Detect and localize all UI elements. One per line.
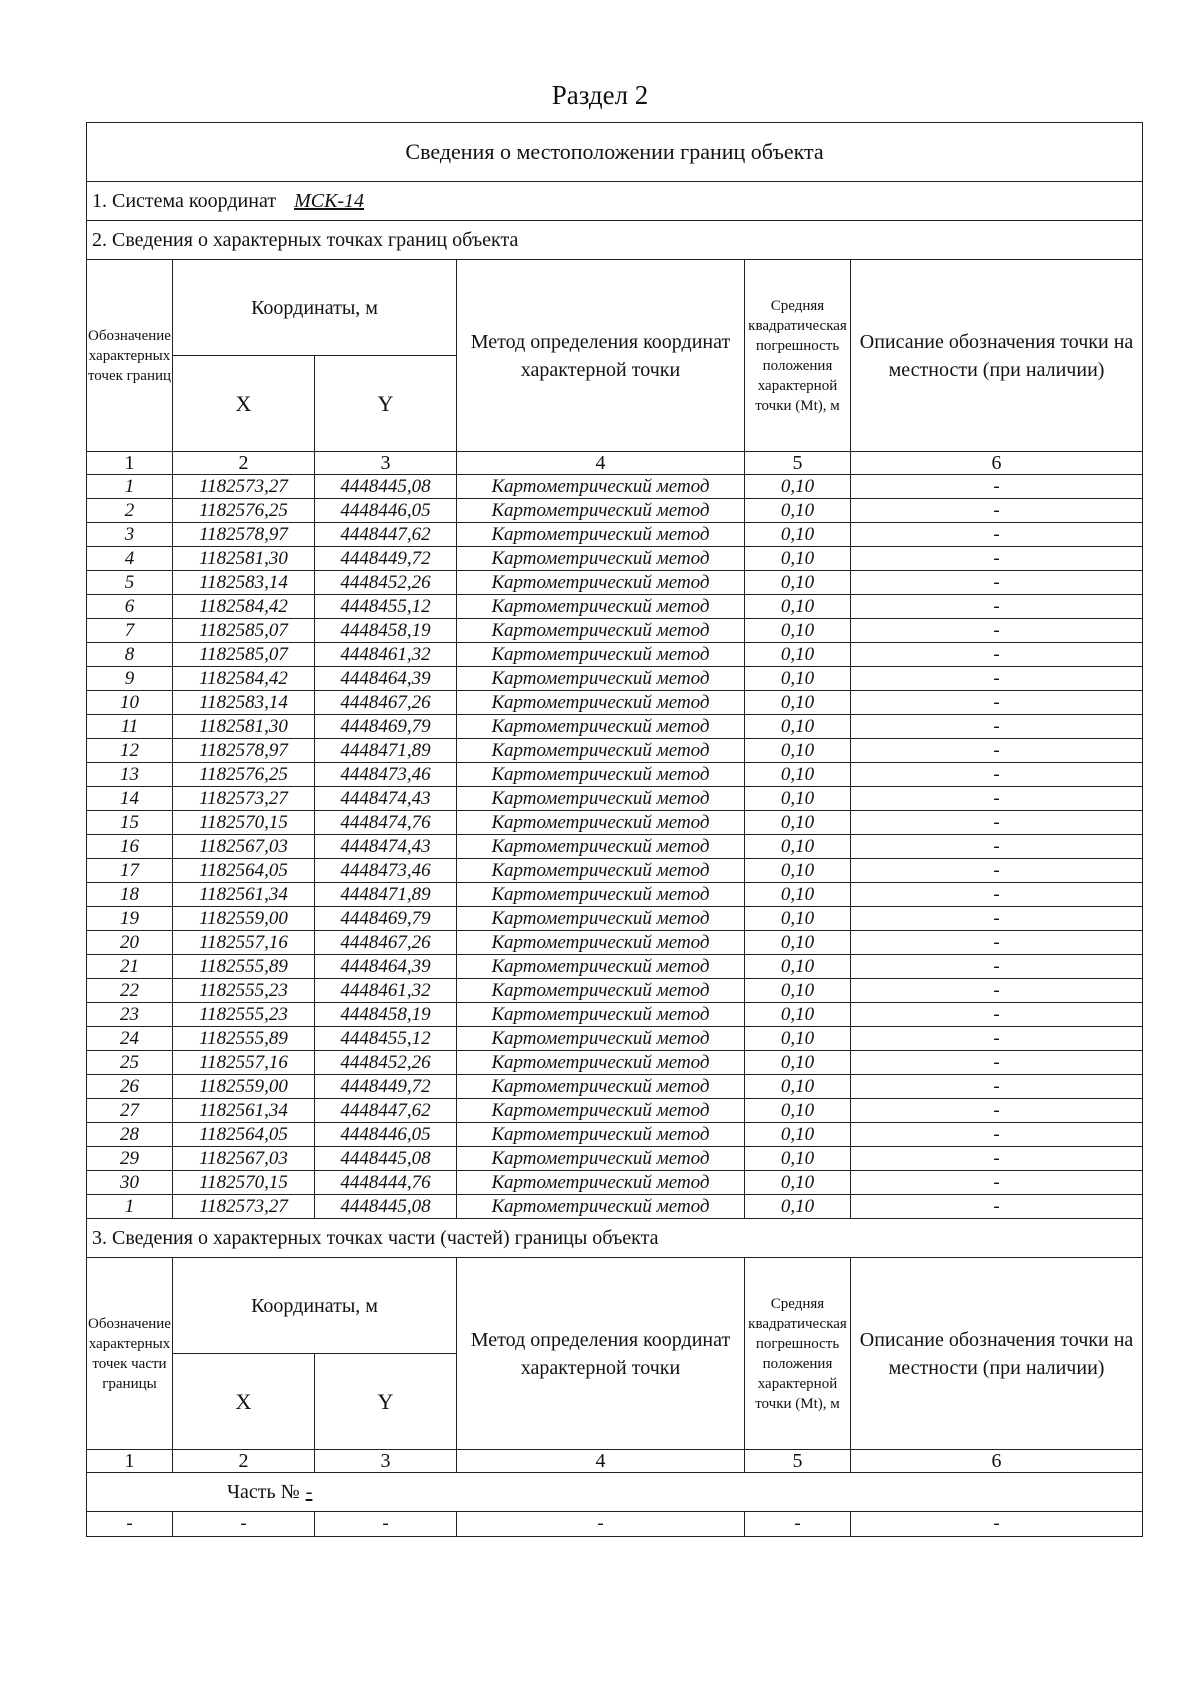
point-description: - bbox=[851, 835, 1143, 859]
point-number: 24 bbox=[87, 1027, 173, 1051]
point-mt: 0,10 bbox=[745, 979, 851, 1003]
point-x: 1182573,27 bbox=[173, 1195, 315, 1219]
point-description: - bbox=[851, 955, 1143, 979]
table-row bbox=[87, 1075, 1143, 1099]
point-x: 1182584,42 bbox=[173, 595, 315, 619]
point-description: - bbox=[851, 595, 1143, 619]
table-row bbox=[87, 835, 1143, 859]
point-x: 1182573,27 bbox=[173, 787, 315, 811]
point-y: 4448471,89 bbox=[315, 883, 457, 907]
point-y: 4448446,05 bbox=[315, 1123, 457, 1147]
point-mt: 0,10 bbox=[745, 1195, 851, 1219]
point-description: - bbox=[851, 1003, 1143, 1027]
point-y: 4448444,76 bbox=[315, 1171, 457, 1195]
point-x: 1182583,14 bbox=[173, 691, 315, 715]
point-number: 13 bbox=[87, 763, 173, 787]
point-number: 3 bbox=[87, 523, 173, 547]
point-number: 1 bbox=[87, 475, 173, 499]
table-row bbox=[87, 595, 1143, 619]
table-row bbox=[87, 763, 1143, 787]
point-mt: 0,10 bbox=[745, 1075, 851, 1099]
header-y: Y bbox=[315, 1354, 457, 1450]
point-mt: 0,10 bbox=[745, 643, 851, 667]
point-y: 4448445,08 bbox=[315, 1195, 457, 1219]
column-number: 5 bbox=[745, 452, 851, 475]
column-number: 2 bbox=[173, 1450, 315, 1473]
table-row bbox=[87, 667, 1143, 691]
header-description: Описание обозначения точки на местности (при наличии) bbox=[851, 1258, 1143, 1450]
point-method: Картометрический метод bbox=[457, 763, 745, 787]
point-description: - bbox=[851, 1051, 1143, 1075]
point-method: Картометрический метод bbox=[457, 499, 745, 523]
header-designation: Обозначение характерных точек границ bbox=[87, 260, 173, 452]
point-description: - bbox=[851, 475, 1143, 499]
point-mt: 0,10 bbox=[745, 475, 851, 499]
point-x: 1182555,23 bbox=[173, 1003, 315, 1027]
point-description: - bbox=[851, 931, 1143, 955]
point-mt: 0,10 bbox=[745, 691, 851, 715]
coord-system-row bbox=[87, 182, 1143, 221]
table-row bbox=[87, 1195, 1143, 1219]
point-number: 30 bbox=[87, 1171, 173, 1195]
point-method: Картометрический метод bbox=[457, 1099, 745, 1123]
point-y: 4448469,79 bbox=[315, 715, 457, 739]
point-mt: 0,10 bbox=[745, 1123, 851, 1147]
point-x: 1182567,03 bbox=[173, 835, 315, 859]
point-number: 5 bbox=[87, 571, 173, 595]
point-method: Картометрический метод bbox=[457, 667, 745, 691]
point-method: Картометрический метод bbox=[457, 1075, 745, 1099]
part-cell: - bbox=[851, 1512, 1143, 1537]
point-x: 1182559,00 bbox=[173, 1075, 315, 1099]
point-mt: 0,10 bbox=[745, 787, 851, 811]
point-method: Картометрический метод bbox=[457, 739, 745, 763]
coord-system-label: 1. Система координат bbox=[92, 189, 277, 212]
boundary-table bbox=[86, 122, 1143, 1537]
point-y: 4448458,19 bbox=[315, 1003, 457, 1027]
point-y: 4448452,26 bbox=[315, 571, 457, 595]
column-numbers-row bbox=[87, 452, 1143, 475]
table-row bbox=[87, 691, 1143, 715]
point-method: Картометрический метод bbox=[457, 547, 745, 571]
point-method: Картометрический метод bbox=[457, 787, 745, 811]
point-x: 1182584,42 bbox=[173, 667, 315, 691]
point-number: 23 bbox=[87, 1003, 173, 1027]
point-x: 1182578,97 bbox=[173, 523, 315, 547]
point-y: 4448455,12 bbox=[315, 595, 457, 619]
point-number: 22 bbox=[87, 979, 173, 1003]
table-row bbox=[87, 883, 1143, 907]
point-y: 4448449,72 bbox=[315, 547, 457, 571]
point-method: Картометрический метод bbox=[457, 715, 745, 739]
point-number: 25 bbox=[87, 1051, 173, 1075]
header-x: X bbox=[173, 356, 315, 452]
point-method: Картометрический метод bbox=[457, 955, 745, 979]
point-number: 7 bbox=[87, 619, 173, 643]
point-x: 1182581,30 bbox=[173, 547, 315, 571]
point-description: - bbox=[851, 1099, 1143, 1123]
header-designation-part: Обозначение характерных точек части границы bbox=[87, 1258, 173, 1450]
point-x: 1182576,25 bbox=[173, 763, 315, 787]
point-mt: 0,10 bbox=[745, 523, 851, 547]
point-y: 4448473,46 bbox=[315, 859, 457, 883]
point-description: - bbox=[851, 1171, 1143, 1195]
point-method: Картометрический метод bbox=[457, 1195, 745, 1219]
point-method: Картометрический метод bbox=[457, 643, 745, 667]
point-mt: 0,10 bbox=[745, 931, 851, 955]
table-row bbox=[87, 1027, 1143, 1051]
point-y: 4448469,79 bbox=[315, 907, 457, 931]
point-method: Картометрический метод bbox=[457, 523, 745, 547]
table-row bbox=[87, 1051, 1143, 1075]
point-description: - bbox=[851, 547, 1143, 571]
point-x: 1182585,07 bbox=[173, 619, 315, 643]
point-mt: 0,10 bbox=[745, 595, 851, 619]
point-method: Картометрический метод bbox=[457, 595, 745, 619]
point-number: 21 bbox=[87, 955, 173, 979]
header-error: Средняя квадратическая погрешность положения характерной точки (Mt), м bbox=[745, 260, 851, 452]
point-description: - bbox=[851, 859, 1143, 883]
point-y: 4448449,72 bbox=[315, 1075, 457, 1099]
point-mt: 0,10 bbox=[745, 955, 851, 979]
point-method: Картометрический метод bbox=[457, 1027, 745, 1051]
point-y: 4448445,08 bbox=[315, 475, 457, 499]
point-y: 4448467,26 bbox=[315, 691, 457, 715]
table-row bbox=[87, 499, 1143, 523]
point-mt: 0,10 bbox=[745, 667, 851, 691]
point-method: Картометрический метод bbox=[457, 835, 745, 859]
point-number: 29 bbox=[87, 1147, 173, 1171]
header-x: X bbox=[173, 1354, 315, 1450]
point-description: - bbox=[851, 643, 1143, 667]
point-number: 10 bbox=[87, 691, 173, 715]
point-x: 1182570,15 bbox=[173, 811, 315, 835]
point-y: 4448447,62 bbox=[315, 1099, 457, 1123]
column-number: 4 bbox=[457, 452, 745, 475]
point-y: 4448467,26 bbox=[315, 931, 457, 955]
point-number: 8 bbox=[87, 643, 173, 667]
point-description: - bbox=[851, 1147, 1143, 1171]
column-number: 5 bbox=[745, 1450, 851, 1473]
point-y: 4448458,19 bbox=[315, 619, 457, 643]
column-number: 6 bbox=[851, 1450, 1143, 1473]
point-x: 1182576,25 bbox=[173, 499, 315, 523]
point-method: Картометрический метод bbox=[457, 475, 745, 499]
point-method: Картометрический метод bbox=[457, 931, 745, 955]
point-y: 4448474,43 bbox=[315, 835, 457, 859]
point-number: 17 bbox=[87, 859, 173, 883]
point-description: - bbox=[851, 787, 1143, 811]
point-method: Картометрический метод bbox=[457, 1051, 745, 1075]
point-description: - bbox=[851, 1195, 1143, 1219]
point-description: - bbox=[851, 1123, 1143, 1147]
parts-section-title: 3. Сведения о характерных точках части (частей) границы объекта bbox=[87, 1219, 1143, 1258]
point-description: - bbox=[851, 691, 1143, 715]
point-x: 1182561,34 bbox=[173, 883, 315, 907]
point-y: 4448445,08 bbox=[315, 1147, 457, 1171]
point-number: 19 bbox=[87, 907, 173, 931]
point-number: 2 bbox=[87, 499, 173, 523]
point-y: 4448461,32 bbox=[315, 979, 457, 1003]
point-method: Картометрический метод bbox=[457, 883, 745, 907]
points-body bbox=[87, 475, 1143, 1219]
header-error: Средняя квадратическая погрешность положения характерной точки (Mt), м bbox=[745, 1258, 851, 1450]
header-method: Метод определения координат характерной точки bbox=[457, 260, 745, 452]
point-mt: 0,10 bbox=[745, 1003, 851, 1027]
part-cell: - bbox=[315, 1512, 457, 1537]
point-method: Картометрический метод bbox=[457, 691, 745, 715]
column-number: 2 bbox=[173, 452, 315, 475]
point-x: 1182557,16 bbox=[173, 931, 315, 955]
point-number: 20 bbox=[87, 931, 173, 955]
point-y: 4448461,32 bbox=[315, 643, 457, 667]
part-cell: - bbox=[457, 1512, 745, 1537]
point-description: - bbox=[851, 883, 1143, 907]
point-mt: 0,10 bbox=[745, 619, 851, 643]
point-mt: 0,10 bbox=[745, 715, 851, 739]
table-row bbox=[87, 931, 1143, 955]
column-number: 6 bbox=[851, 452, 1143, 475]
point-number: 14 bbox=[87, 787, 173, 811]
column-number: 3 bbox=[315, 1450, 457, 1473]
point-method: Картометрический метод bbox=[457, 619, 745, 643]
table-row bbox=[87, 811, 1143, 835]
point-y: 4448474,43 bbox=[315, 787, 457, 811]
point-x: 1182555,89 bbox=[173, 1027, 315, 1051]
part-row bbox=[87, 1473, 1143, 1512]
part-cell: - bbox=[87, 1512, 173, 1537]
header-y: Y bbox=[315, 356, 457, 452]
point-x: 1182583,14 bbox=[173, 571, 315, 595]
section-title: Раздел 2 bbox=[551, 80, 649, 110]
point-number: 27 bbox=[87, 1099, 173, 1123]
table-row bbox=[87, 475, 1143, 499]
point-y: 4448452,26 bbox=[315, 1051, 457, 1075]
point-description: - bbox=[851, 1075, 1143, 1099]
part-value: - bbox=[305, 1480, 313, 1503]
header-description: Описание обозначения точки на местности (при наличии) bbox=[851, 260, 1143, 452]
point-x: 1182555,23 bbox=[173, 979, 315, 1003]
point-method: Картометрический метод bbox=[457, 1003, 745, 1027]
point-x: 1182559,00 bbox=[173, 907, 315, 931]
point-method: Картометрический метод bbox=[457, 811, 745, 835]
point-description: - bbox=[851, 811, 1143, 835]
point-mt: 0,10 bbox=[745, 835, 851, 859]
point-description: - bbox=[851, 523, 1143, 547]
point-x: 1182567,03 bbox=[173, 1147, 315, 1171]
point-x: 1182570,15 bbox=[173, 1171, 315, 1195]
point-method: Картометрический метод bbox=[457, 571, 745, 595]
table-row bbox=[87, 1099, 1143, 1123]
coord-system-value: МСК-14 bbox=[294, 189, 365, 212]
point-mt: 0,10 bbox=[745, 739, 851, 763]
point-mt: 0,10 bbox=[745, 811, 851, 835]
table-row bbox=[87, 787, 1143, 811]
point-method: Картометрический метод bbox=[457, 1147, 745, 1171]
points-section-title: 2. Сведения о характерных точках границ объекта bbox=[87, 221, 1143, 260]
point-method: Картометрический метод bbox=[457, 1171, 745, 1195]
table-row bbox=[87, 907, 1143, 931]
point-y: 4448471,89 bbox=[315, 739, 457, 763]
table-row bbox=[87, 619, 1143, 643]
point-description: - bbox=[851, 715, 1143, 739]
point-description: - bbox=[851, 979, 1143, 1003]
point-number: 9 bbox=[87, 667, 173, 691]
table-row bbox=[87, 979, 1143, 1003]
point-description: - bbox=[851, 907, 1143, 931]
point-y: 4448473,46 bbox=[315, 763, 457, 787]
point-x: 1182564,05 bbox=[173, 859, 315, 883]
header-coordinates: Координаты, м bbox=[173, 1258, 457, 1354]
point-number: 12 bbox=[87, 739, 173, 763]
header-method: Метод определения координат характерной точки bbox=[457, 1258, 745, 1450]
point-number: 4 bbox=[87, 547, 173, 571]
table-row bbox=[87, 955, 1143, 979]
point-mt: 0,10 bbox=[745, 571, 851, 595]
point-description: - bbox=[851, 1027, 1143, 1051]
point-method: Картометрический метод bbox=[457, 859, 745, 883]
point-y: 4448464,39 bbox=[315, 667, 457, 691]
part-label: Часть № bbox=[227, 1480, 300, 1503]
point-number: 6 bbox=[87, 595, 173, 619]
point-method: Картометрический метод bbox=[457, 979, 745, 1003]
point-number: 11 bbox=[87, 715, 173, 739]
point-method: Картометрический метод bbox=[457, 1123, 745, 1147]
point-number: 28 bbox=[87, 1123, 173, 1147]
point-x: 1182555,89 bbox=[173, 955, 315, 979]
table-row bbox=[87, 1003, 1143, 1027]
point-mt: 0,10 bbox=[745, 763, 851, 787]
point-x: 1182564,05 bbox=[173, 1123, 315, 1147]
point-mt: 0,10 bbox=[745, 883, 851, 907]
table-row bbox=[87, 1123, 1143, 1147]
point-y: 4448464,39 bbox=[315, 955, 457, 979]
part-empty-row bbox=[87, 1512, 1143, 1537]
table-row bbox=[87, 643, 1143, 667]
table-row bbox=[87, 1147, 1143, 1171]
table-title: Сведения о местоположении границ объекта bbox=[87, 123, 1143, 182]
table-row bbox=[87, 715, 1143, 739]
point-number: 16 bbox=[87, 835, 173, 859]
table-row bbox=[87, 859, 1143, 883]
point-mt: 0,10 bbox=[745, 547, 851, 571]
point-mt: 0,10 bbox=[745, 1051, 851, 1075]
point-description: - bbox=[851, 763, 1143, 787]
point-number: 1 bbox=[87, 1195, 173, 1219]
point-x: 1182578,97 bbox=[173, 739, 315, 763]
point-description: - bbox=[851, 571, 1143, 595]
point-mt: 0,10 bbox=[745, 1171, 851, 1195]
column-number: 1 bbox=[87, 1450, 173, 1473]
point-mt: 0,10 bbox=[745, 907, 851, 931]
point-x: 1182573,27 bbox=[173, 475, 315, 499]
point-number: 18 bbox=[87, 883, 173, 907]
point-method: Картометрический метод bbox=[457, 907, 745, 931]
point-x: 1182581,30 bbox=[173, 715, 315, 739]
header-coordinates: Координаты, м bbox=[173, 260, 457, 356]
point-number: 26 bbox=[87, 1075, 173, 1099]
point-y: 4448446,05 bbox=[315, 499, 457, 523]
point-y: 4448447,62 bbox=[315, 523, 457, 547]
point-description: - bbox=[851, 499, 1143, 523]
column-number: 4 bbox=[457, 1450, 745, 1473]
table-row bbox=[87, 523, 1143, 547]
point-y: 4448474,76 bbox=[315, 811, 457, 835]
point-description: - bbox=[851, 619, 1143, 643]
point-description: - bbox=[851, 739, 1143, 763]
point-mt: 0,10 bbox=[745, 499, 851, 523]
point-x: 1182557,16 bbox=[173, 1051, 315, 1075]
table-row bbox=[87, 739, 1143, 763]
part-cell: - bbox=[745, 1512, 851, 1537]
point-x: 1182585,07 bbox=[173, 643, 315, 667]
point-number: 15 bbox=[87, 811, 173, 835]
table-row bbox=[87, 1171, 1143, 1195]
point-mt: 0,10 bbox=[745, 1027, 851, 1051]
table-row bbox=[87, 571, 1143, 595]
point-x: 1182561,34 bbox=[173, 1099, 315, 1123]
point-mt: 0,10 bbox=[745, 859, 851, 883]
part-cell: - bbox=[173, 1512, 315, 1537]
point-description: - bbox=[851, 667, 1143, 691]
table-row bbox=[87, 547, 1143, 571]
column-number: 1 bbox=[87, 452, 173, 475]
point-mt: 0,10 bbox=[745, 1099, 851, 1123]
column-numbers-row bbox=[87, 1450, 1143, 1473]
point-y: 4448455,12 bbox=[315, 1027, 457, 1051]
column-number: 3 bbox=[315, 452, 457, 475]
point-mt: 0,10 bbox=[745, 1147, 851, 1171]
